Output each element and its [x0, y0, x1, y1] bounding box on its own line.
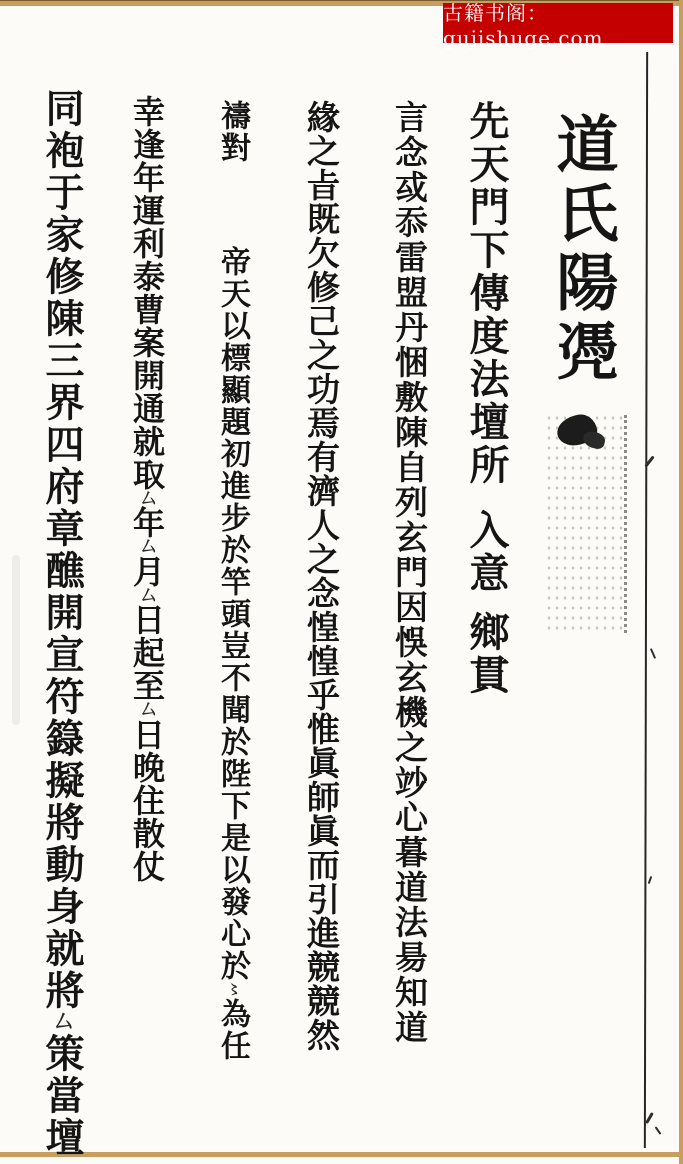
margin-mark [650, 648, 656, 659]
column-text: 緣之㫖既欠修己之功焉有濟人之念惶惶乎惟眞師眞而引進競競然 [302, 100, 341, 1052]
text-column-4 [298, 100, 345, 1052]
seal-stamp-edge [620, 415, 627, 633]
column-text: 策當壇 [39, 1032, 85, 1159]
blank-placeholder-mark: 厶 [139, 587, 156, 604]
column-text: 月 [128, 554, 166, 588]
scan-border-right [679, 0, 683, 1164]
watermark-text: 古籍书阁：gujishuge.com [443, 0, 604, 50]
text-column-3 [386, 100, 433, 1045]
text-column-5 [210, 100, 254, 1062]
column-text: 日起至 [128, 603, 166, 703]
blank-placeholder-mark: 〻 [224, 982, 240, 998]
title-column [538, 112, 627, 388]
column-text: 年 [128, 506, 166, 540]
title-text: 道氏陽凴 [546, 112, 619, 388]
column-text: 幸逢年運利泰曹案開通就取 [128, 95, 166, 491]
blank-placeholder-mark: 厶 [139, 539, 156, 555]
column-text: 鄉貫 [463, 611, 510, 697]
faded-seal-stamp [545, 413, 627, 635]
column-text: 帝天以標顯題初進步於竿頭豈不聞於陛下是以發心於 [215, 246, 250, 982]
text-column-opening [458, 100, 515, 697]
book-spine-line [644, 52, 648, 1148]
blank-placeholder-mark: 厶 [52, 1012, 72, 1033]
column-text: 言念㦯忝雷盟丹悃敷陳自列玄門因悞玄機之竗心暮道法昜知道 [390, 100, 429, 1045]
column-text: 先天門下傳度法壇所 [463, 100, 510, 487]
column-text: 入意 [463, 509, 510, 595]
margin-mark [648, 876, 653, 884]
text-column-6 [124, 95, 170, 883]
column-text: 禱對 [215, 100, 250, 164]
blank-placeholder-mark: 厶 [139, 491, 156, 507]
scan-smudge [12, 555, 20, 725]
blank-placeholder-mark: 厶 [139, 702, 156, 718]
text-column-7 [34, 88, 90, 1159]
column-text: 同袍于家修陳三界四府章醮開宣符籙擬將動身就將 [39, 88, 85, 1012]
scan-border-bottom [0, 1152, 683, 1157]
column-text: 日晚住散仗 [128, 717, 166, 883]
watermark-banner [443, 0, 673, 50]
margin-mark [655, 1126, 662, 1135]
margin-mark [645, 1112, 654, 1124]
column-text: 為任 [215, 997, 250, 1062]
